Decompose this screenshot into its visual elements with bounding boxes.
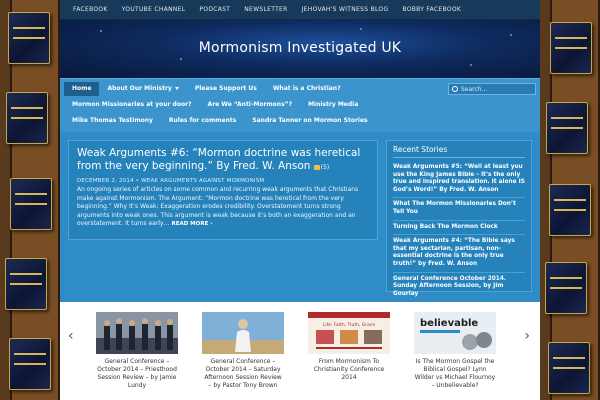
thumb-4-text: believable xyxy=(420,318,479,329)
nav-about-our-ministry[interactable] xyxy=(99,82,186,96)
recent-story-link[interactable]: What The Mormon Missionaries Don’t Tell You xyxy=(393,198,525,220)
topnav-podcast[interactable]: PODCAST xyxy=(199,6,231,13)
recent-story-link[interactable]: General Conference October 2014. Sunday Afternoon Session, by Jim Gourlay xyxy=(393,275,507,297)
featured-title-text[interactable]: Weak Arguments #6: “Mormon doctrine was heretical from the very beginning.” By Fred. W. Anson xyxy=(77,147,361,172)
carousel-slide[interactable] xyxy=(202,312,284,390)
nav-anti-mormons[interactable]: Are We “Anti-Mormons”? xyxy=(207,101,293,108)
recent-story-link[interactable]: Weak Arguments #5: “Well at least you use the King James Bible – it’s the only true and inspired translation. It alone IS God’s Word!” By Fred. W. Anson xyxy=(393,161,525,198)
read-more-link[interactable]: READ MORE › xyxy=(171,221,213,228)
recent-story-link[interactable]: Turning Back The Mormon Clock xyxy=(393,221,525,236)
carousel-slides xyxy=(96,312,496,390)
post-meta xyxy=(77,178,369,184)
content-area xyxy=(60,132,540,312)
comment-count: (5) xyxy=(320,164,330,171)
slide-thumbnail-priesthood-session[interactable] xyxy=(96,312,178,354)
slide-caption[interactable]: General Conference – October 2014 – Saturday Afternoon Session Review – by Pastor Tony Brown xyxy=(204,358,282,389)
page-container xyxy=(60,0,540,400)
thumb-3-text: Life: Faith, Truth, Grace xyxy=(322,323,376,328)
nav-mormon-missionaries[interactable]: Mormon Missionaries at your door? xyxy=(72,101,192,108)
topnav-bobby-facebook[interactable]: BOBBY FACEBOOK xyxy=(402,6,462,13)
search-icon xyxy=(452,86,458,92)
nav-ministry-media[interactable]: Ministry Media xyxy=(308,101,359,108)
carousel-next-arrow-icon[interactable]: › xyxy=(524,328,530,344)
slide-caption[interactable]: General Conference – October 2014 – Priesthood Session Review – by Jamie Lundy xyxy=(97,358,177,389)
carousel-prev-arrow-icon[interactable]: ‹ xyxy=(68,328,74,344)
recent-stories-widget xyxy=(386,140,532,297)
carousel-slide[interactable] xyxy=(308,312,390,390)
post-date: DECEMBER 2, 2014 xyxy=(77,178,134,184)
carousel-slide[interactable] xyxy=(96,312,178,390)
comment-icon xyxy=(314,165,320,170)
nav-sandra-tanner[interactable]: Sandra Tanner on Mormon Stories xyxy=(252,117,368,124)
featured-post-title[interactable] xyxy=(77,147,369,174)
top-navigation xyxy=(60,0,540,20)
recent-story-link[interactable]: Weak Arguments #4: “The Bible says that my sectarian, partisan, non-essential doctrine is the only true truth!” by Fred. W. Anson xyxy=(393,235,525,272)
search-box[interactable] xyxy=(448,83,536,95)
post-excerpt-text: An ongoing series of articles on some common and recurring weak arguments that Christians make against Mormonism. The Argument: “Mormon doctrine was heretical from the very beginning.” Why It’s Weak: Exaggeration erodes credibility. Overstatement turns strong arguments into weak ones. This argument is weak because it’s both an exaggeration and an overstatement. It turns early… xyxy=(77,186,359,228)
slide-thumbnail-conference[interactable] xyxy=(308,312,390,354)
main-navigation xyxy=(60,78,540,132)
topnav-youtube[interactable]: YOUTUBE CHANNEL xyxy=(121,6,186,13)
nav-about-label: About Our Ministry xyxy=(107,85,172,92)
widget-title: Recent Stories xyxy=(393,145,525,158)
featured-carousel xyxy=(60,302,540,400)
background-bookshelf-left xyxy=(0,0,60,400)
nav-rules-for-comments[interactable]: Rules for comments xyxy=(168,117,237,124)
slide-caption[interactable]: From Mormonism To Christianity Conference 2014 xyxy=(313,358,385,381)
topnav-facebook[interactable]: FACEBOOK xyxy=(73,6,108,13)
post-excerpt xyxy=(77,186,369,229)
topnav-jw-blog[interactable]: JEHOVAH'S WITNESS BLOG xyxy=(301,6,389,13)
slide-caption[interactable]: Is The Mormon Gospel the Biblical Gospel? Lynn Wilder vs Michael Flournoy – Unbelievable? xyxy=(414,358,496,389)
nav-mike-thomas-testimony[interactable]: Mike Thomas Testimony xyxy=(72,117,153,124)
nav-what-is-a-christian[interactable]: What is a Christian? xyxy=(272,85,341,92)
featured-post xyxy=(68,140,378,240)
topnav-newsletter[interactable]: NEWSLETTER xyxy=(244,6,288,13)
search-input[interactable] xyxy=(461,86,531,93)
chevron-down-icon xyxy=(175,87,179,90)
nav-home[interactable]: Home xyxy=(64,82,99,96)
slide-thumbnail-unbelievable[interactable] xyxy=(414,312,496,354)
meta-separator: • xyxy=(135,178,140,184)
nav-please-support-us[interactable]: Please Support Us xyxy=(194,85,257,92)
site-title[interactable]: Mormonism Investigated UK xyxy=(198,40,402,56)
site-header xyxy=(60,20,540,78)
background-bookshelf-right xyxy=(540,0,600,400)
carousel-slide[interactable] xyxy=(414,312,496,390)
slide-thumbnail-saturday-session[interactable] xyxy=(202,312,284,354)
comments-link[interactable] xyxy=(314,161,330,174)
post-category[interactable]: WEAK ARGUMENTS AGAINST MORMONISM xyxy=(141,178,265,184)
